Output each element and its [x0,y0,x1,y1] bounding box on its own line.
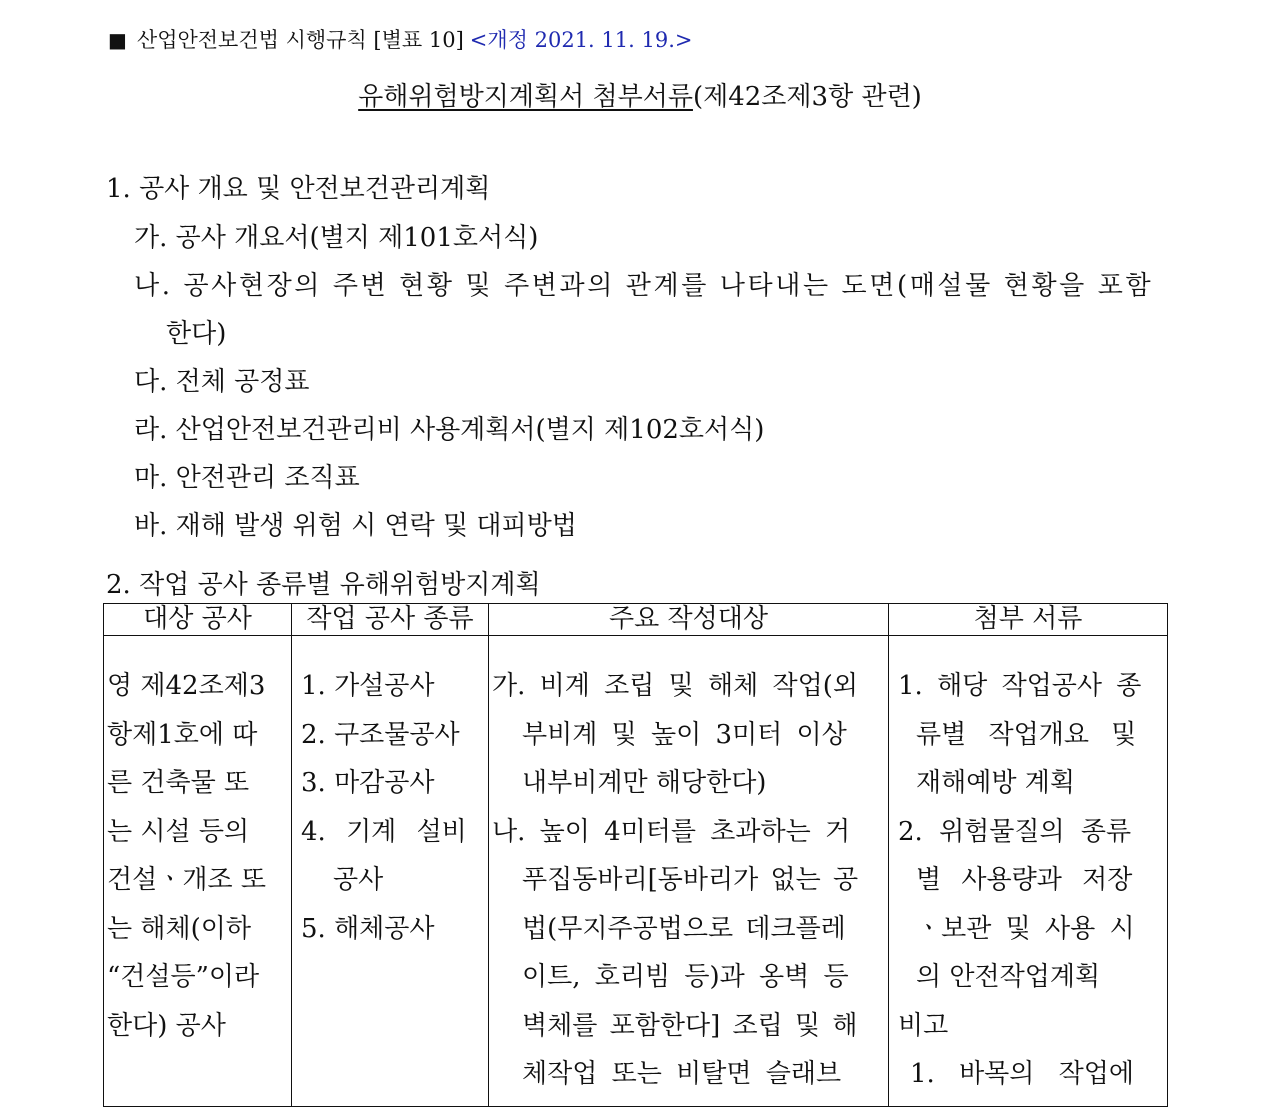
cell-line: 부비계 및 높이 3미터 이상 [522,719,847,750]
cell-line: 2. 구조물공사 [301,719,460,750]
cell-line: 4. 기계 설비 [301,816,467,847]
section-1-item-e: 마. 안전관리 조직표 [134,463,360,493]
section-1-item-a: 가. 공사 개요서(별지 제101호서식) [134,223,539,253]
section-1-item-c: 다. 전체 공정표 [134,367,310,397]
cell-line: 비고 [898,1010,949,1041]
revision-note: <개정 2021. 11. 19.> [469,28,693,52]
section-1-item-b-line1 [134,269,1156,303]
work-type-cell [292,636,489,1107]
cell-line: 영 제42조제3 [107,671,266,701]
cell-line: 류별 작업개요 및 [916,719,1137,750]
cell-line: 공사 [333,865,384,895]
section-1-item-d: 라. 산업안전보건관리비 사용계획서(별지 제102호서식) [134,415,765,445]
section-1-item-b-line2: 한다) [166,319,227,349]
main-subject-cell [489,636,889,1107]
hazard-plan-table [103,603,1168,1107]
attachments-cell [889,636,1168,1107]
header-attachments: 첨부 서류 [889,604,1168,636]
cell-line: 이트, 호리빔 등)과 옹벽 등 [522,962,849,992]
header-target-work: 대상 공사 [104,604,292,636]
cell-line: ㆍ보관 및 사용 시 [916,913,1135,944]
cell-line: 벽체를 포함한다] 조립 및 해 [522,1010,858,1041]
cell-line: 른 건축물 또 [107,768,250,798]
cell-line: 가. 비계 조립 및 해체 작업(외 [492,671,859,701]
table-row [104,636,1168,1107]
cell-line: 건설ㆍ개조 또 [107,865,266,895]
section-1-item-f: 바. 재해 발생 위험 시 연락 및 대피방법 [134,511,577,541]
cell-line: 의 안전작업계획 [916,962,1101,992]
cell-line: 항제1호에 따 [107,719,258,750]
section-1-item-b-text: 나. 공사현장의 주변 현황 및 주변과의 관계를 나타내는 도면(매설물 현황을 포함 [134,271,1154,301]
section-2-heading: 2. 작업 공사 종류별 유해위험방지계획 [106,570,541,600]
cell-line: 내부비계만 해당한다) [522,768,767,798]
square-marker-icon: ■ [108,28,127,52]
cell-line: 별 사용량과 저장 [916,865,1133,895]
cell-line: 체작업 또는 비탈면 슬래브 [522,1059,842,1089]
header-main-subject: 주요 작성대상 [489,604,889,636]
cell-line: “건설등”이라 [107,962,260,992]
cell-line: 2. 위험물질의 종류 [898,816,1132,847]
table-header-row [104,604,1168,636]
regulation-title: 산업안전보건법 시행규칙 [별표 10] [136,28,464,52]
header-work-type: 작업 공사 종류 [292,604,489,636]
cell-line: 한다) 공사 [107,1010,226,1041]
cell-line: 1. 가설공사 [301,671,435,701]
cell-line: 는 해체(이하 [107,913,251,944]
cell-line: 푸집동바리[동바리가 없는 공 [522,865,859,895]
target-work-cell [104,636,292,1107]
cell-line: 재해예방 계획 [916,768,1075,798]
cell-line: 는 시설 등의 [107,816,250,847]
document-title [0,80,1280,114]
section-1-heading: 1. 공사 개요 및 안전보건관리계획 [106,174,491,204]
regulation-header [108,26,692,54]
cell-line: 5. 해체공사 [301,913,435,944]
cell-line: 1. 해당 작업공사 종 [898,671,1142,701]
cell-line: 나. 높이 4미터를 초과하는 거 [492,816,851,847]
document-title-main: 유해위험방지계획서 첨부서류 [358,82,693,112]
document-title-suffix: (제42조제3항 관련) [692,82,922,112]
cell-line: 3. 마감공사 [301,768,435,798]
cell-line: 법(무지주공법으로 데크플레 [522,913,846,944]
cell-line: 1. 바목의 작업에 [910,1059,1135,1089]
